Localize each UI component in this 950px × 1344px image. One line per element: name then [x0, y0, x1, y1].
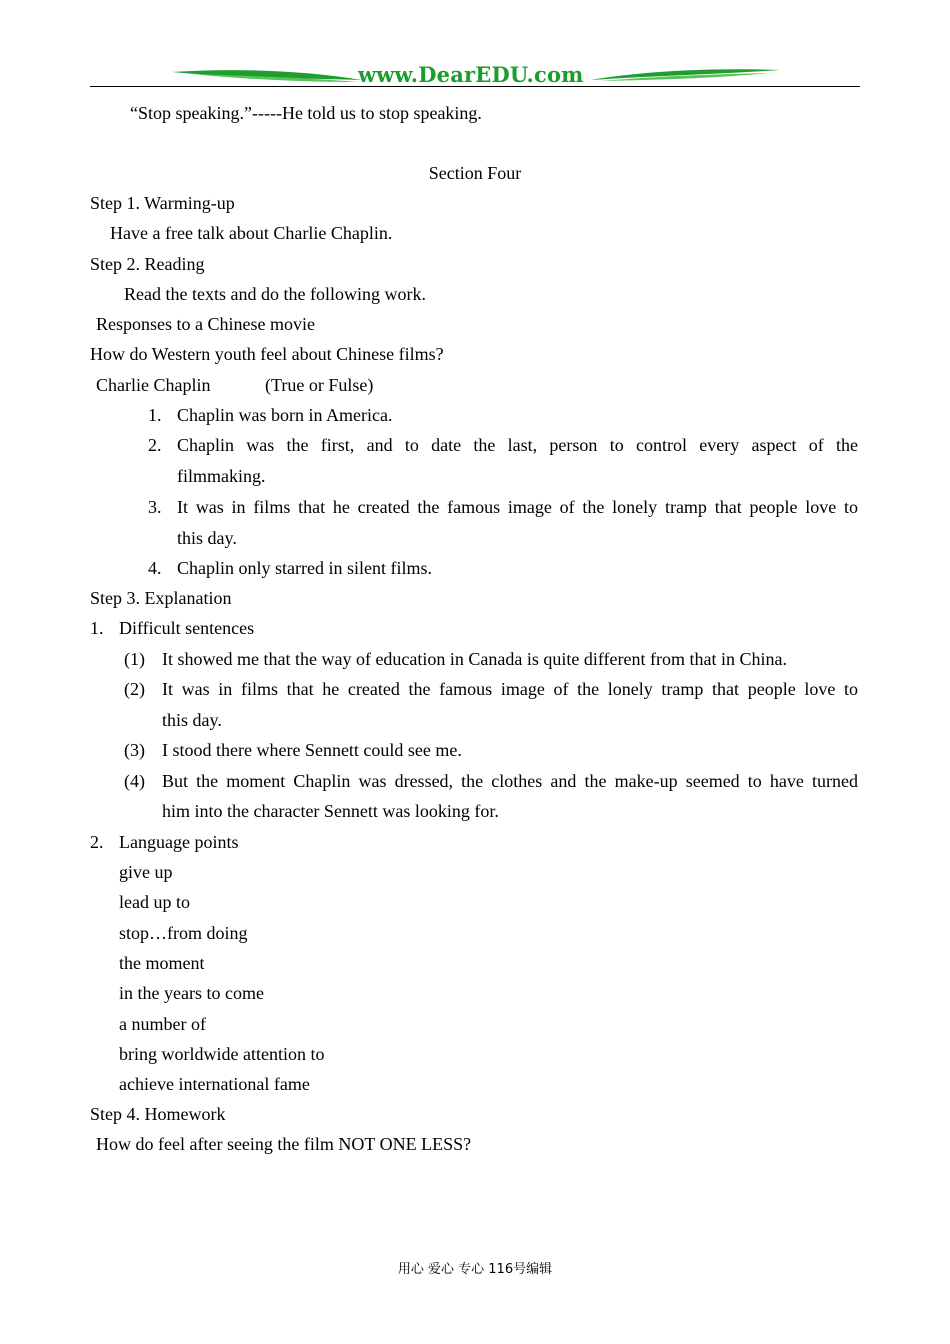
subsection-number: 1.: [90, 618, 104, 638]
responses-title: Responses to a Chinese movie: [96, 314, 315, 334]
tf-item-text-cont: filmmaking.: [177, 466, 266, 486]
tf-item-text: Chaplin only starred in silent films.: [177, 558, 432, 578]
true-false-note: (True or Fulse): [265, 375, 374, 395]
sentence-text: I stood there where Sennett could see me.: [162, 740, 462, 760]
phrase-item: a number of: [119, 1014, 206, 1034]
right-swoosh-logo: [590, 66, 780, 86]
phrase-item: achieve international fame: [119, 1074, 310, 1094]
phrase-item: bring worldwide attention to: [119, 1044, 325, 1064]
step1-text: Have a free talk about Charlie Chaplin.: [110, 223, 393, 243]
tf-item-text: Chaplin was the first, and to date the last, person to control every aspect of the: [177, 435, 858, 455]
phrase-item: in the years to come: [119, 983, 264, 1003]
sentence-text-cont: this day.: [162, 710, 222, 730]
quote-line: “Stop speaking.”-----He told us to stop speaking.: [130, 103, 482, 123]
subsection-number: 2.: [90, 832, 104, 852]
homework-text: How do feel after seeing the film NOT ONE LESS?: [96, 1134, 472, 1154]
phrase-item: lead up to: [119, 892, 190, 912]
tf-item-number: 3.: [148, 497, 162, 517]
tf-item-number: 2.: [148, 435, 162, 455]
sentence-text: It was in films that he created the famous image of the lonely tramp that people love to: [162, 679, 858, 699]
page-header: [90, 60, 860, 90]
page-footer: 用心 爱心 专心 116号编辑: [397, 1262, 553, 1277]
tf-item-text: Chaplin was born in America.: [177, 405, 393, 425]
step2-heading: Step 2. Reading: [90, 254, 205, 274]
site-logo-text: www.DearEDU.com: [358, 62, 584, 87]
step3-heading: Step 3. Explanation: [90, 588, 232, 608]
subsection-title: Language points: [119, 832, 239, 852]
step4-heading: Step 4. Homework: [90, 1104, 226, 1124]
reading-question: How do Western youth feel about Chinese films?: [90, 344, 444, 364]
sentence-number: (1): [124, 649, 145, 669]
sentence-number: (3): [124, 740, 145, 760]
sentence-text: It showed me that the way of education in Canada is quite different from that in China.: [162, 649, 787, 669]
step1-heading: Step 1. Warming-up: [90, 193, 235, 213]
left-swoosh-logo: [172, 66, 362, 86]
sentence-number: (4): [124, 771, 145, 791]
chaplin-title: Charlie Chaplin: [96, 375, 211, 395]
section-title: Section Four: [428, 163, 522, 183]
subsection-title: Difficult sentences: [119, 618, 255, 638]
phrase-item: give up: [119, 862, 173, 882]
tf-item-number: 4.: [148, 558, 162, 578]
sentence-text-cont: him into the character Sennett was looking for.: [162, 801, 499, 821]
tf-item-text: It was in films that he created the famous image of the lonely tramp that people love to: [177, 497, 858, 517]
step2-text: Read the texts and do the following work.: [124, 284, 426, 304]
header-rule: [90, 86, 860, 87]
sentence-text: But the moment Chaplin was dressed, the clothes and the make-up seemed to have turned: [162, 771, 858, 791]
tf-item-text-cont: this day.: [177, 528, 237, 548]
sentence-number: (2): [124, 679, 145, 699]
phrase-item: stop…from doing: [119, 923, 248, 943]
phrase-item: the moment: [119, 953, 205, 973]
tf-item-number: 1.: [148, 405, 162, 425]
